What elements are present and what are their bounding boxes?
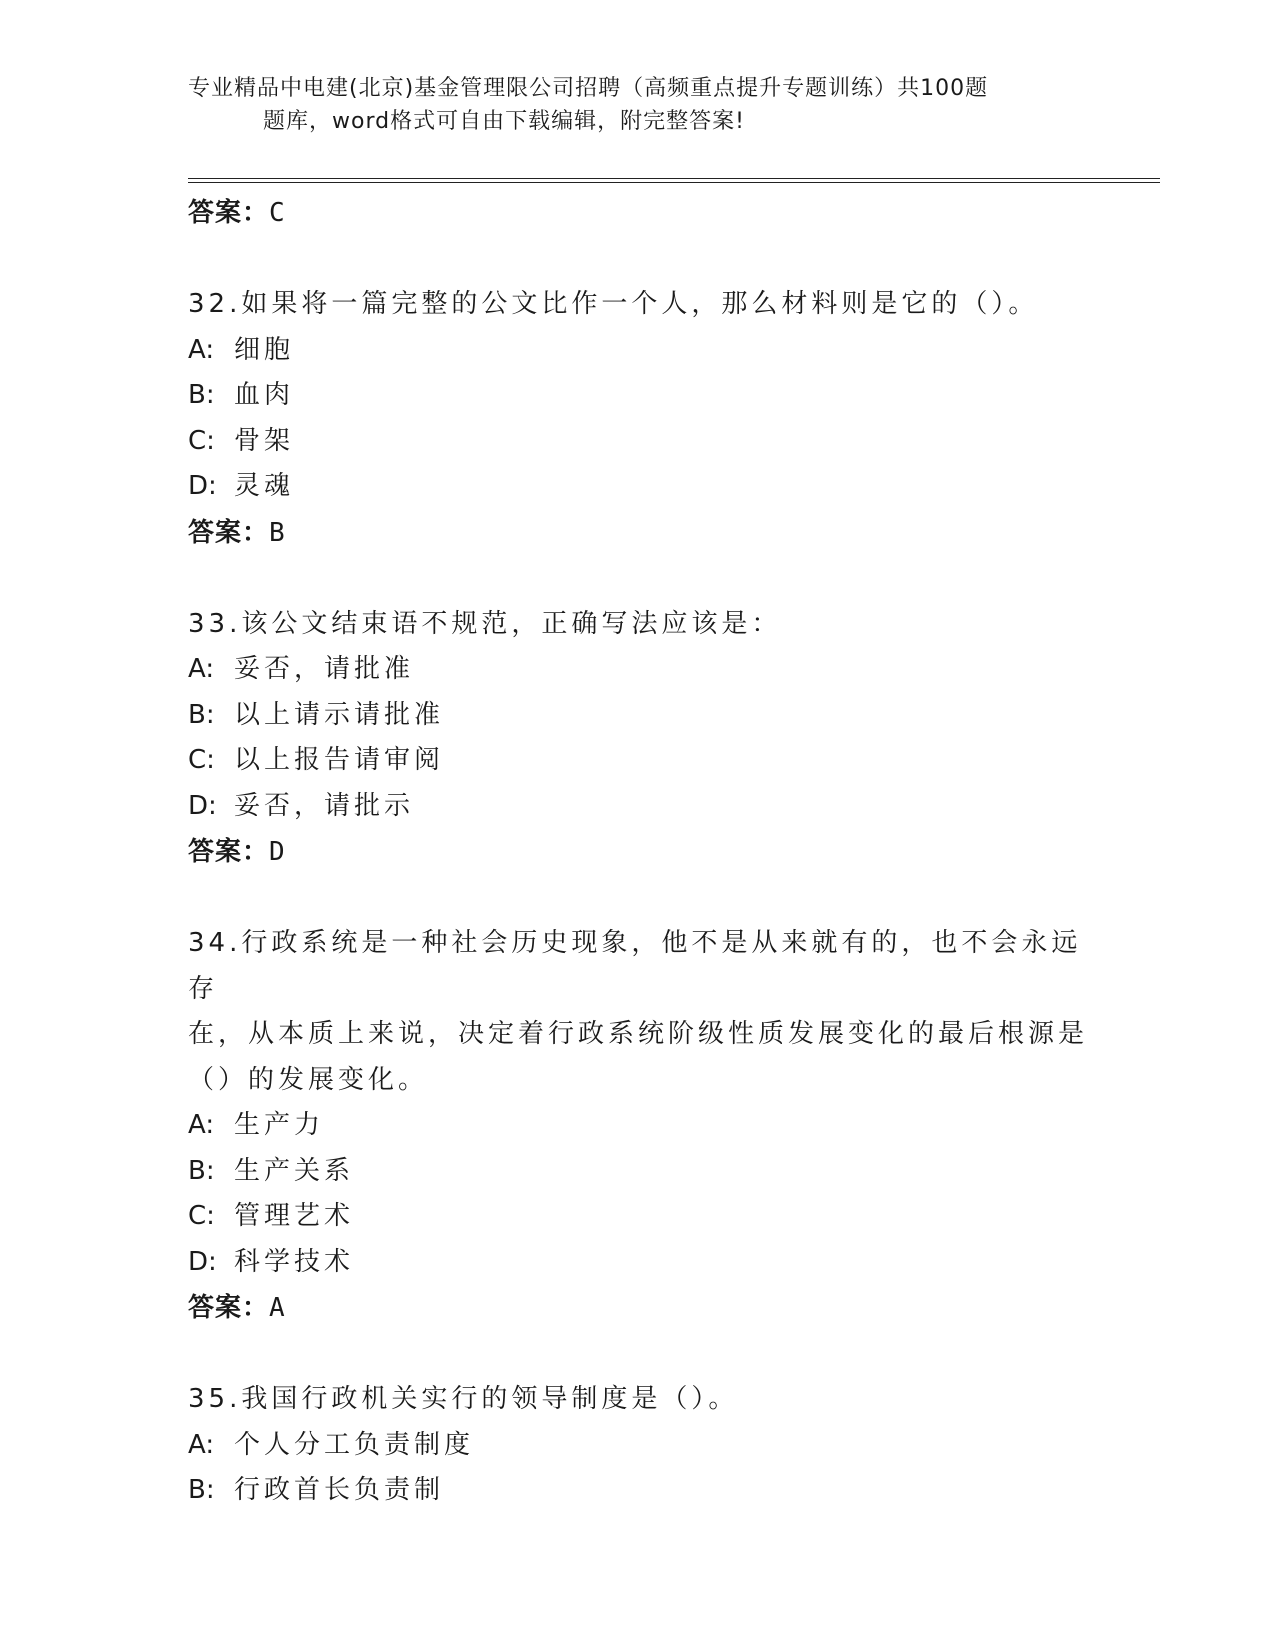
question-block xyxy=(188,282,1088,556)
option-b xyxy=(188,1468,1088,1514)
question-list xyxy=(188,190,1088,1514)
option-a xyxy=(188,328,1088,374)
option-b xyxy=(188,693,1088,739)
page-header xyxy=(188,72,1068,138)
option-key: C: xyxy=(188,425,215,456)
header-title-line-2: 题库，word格式可自由下载编辑，附完整答案! xyxy=(263,109,745,134)
answer-line xyxy=(188,510,1088,556)
option-text: 灵魂 xyxy=(234,471,295,501)
option-b xyxy=(188,373,1088,419)
option-d xyxy=(188,464,1088,510)
option-text: 管理艺术 xyxy=(234,1201,355,1231)
option-text: 生产力 xyxy=(234,1110,325,1140)
option-key: D: xyxy=(188,790,217,821)
answer-label: 答案： xyxy=(188,517,270,548)
question-number: 33. xyxy=(188,608,242,639)
option-text: 科学技术 xyxy=(234,1246,355,1277)
option-key: B: xyxy=(188,380,215,410)
option-d xyxy=(188,784,1088,830)
question-number: 32. xyxy=(188,289,242,319)
question-text: 34.行政系统是一种社会历史现象，他不是从来就有的，也不会永远存 在，从本质上来说，决定着行政系统阶级性质发展变化的最后根源是 （）的发展变化。 xyxy=(188,928,1089,1095)
question-block xyxy=(188,921,1088,1331)
option-key: A: xyxy=(188,1110,215,1140)
question-number: 34. xyxy=(188,928,242,958)
question-text: 32.如果将一篇完整的公文比作一个人，那么材料则是它的（）。 xyxy=(188,289,1039,319)
option-key: D: xyxy=(188,1246,217,1277)
option-text: 血肉 xyxy=(234,380,295,410)
question-block xyxy=(188,1377,1088,1514)
option-key: B: xyxy=(188,699,215,730)
option-key: C: xyxy=(188,1201,215,1231)
option-text: 骨架 xyxy=(234,425,295,456)
option-c xyxy=(188,419,1088,465)
answer-label: 答案： xyxy=(188,837,270,867)
option-c xyxy=(188,1194,1088,1240)
option-a xyxy=(188,1103,1088,1149)
option-key: B: xyxy=(188,1475,215,1505)
answer-value: B xyxy=(269,517,286,548)
option-text: 个人分工负责制度 xyxy=(234,1429,475,1460)
answer-value: A xyxy=(269,1293,286,1323)
option-d xyxy=(188,1240,1088,1286)
option-key: B: xyxy=(188,1155,215,1186)
question-block xyxy=(188,602,1088,876)
question-number: 35. xyxy=(188,1384,242,1414)
question-text: 33.该公文结束语不规范，正确写法应该是： xyxy=(188,608,782,639)
option-c xyxy=(188,738,1088,784)
option-b xyxy=(188,1149,1088,1195)
option-text: 以上报告请审阅 xyxy=(234,745,445,775)
answer-label: 答案： xyxy=(188,198,270,228)
question-text: 35.我国行政机关实行的领导制度是（）。 xyxy=(188,1384,739,1414)
answer-line xyxy=(188,1285,1088,1331)
answer-value: C xyxy=(269,198,286,228)
option-text: 妥否，请批示 xyxy=(234,790,415,821)
header-title-line-1: 专业精品中电建(北京)基金管理限公司招聘（高频重点提升专题训练）共100题 xyxy=(188,76,989,101)
option-a xyxy=(188,1423,1088,1469)
option-text: 以上请示请批准 xyxy=(234,699,445,730)
header-divider xyxy=(188,178,1160,183)
option-text: 妥否，请批准 xyxy=(234,654,415,684)
option-key: A: xyxy=(188,654,215,684)
option-text: 细胞 xyxy=(234,334,295,365)
option-key: A: xyxy=(188,1429,215,1460)
answer-line xyxy=(188,190,1088,236)
option-text: 行政首长负责制 xyxy=(234,1475,445,1505)
answer-line xyxy=(188,829,1088,875)
answer-label: 答案： xyxy=(188,1293,270,1323)
option-text: 生产关系 xyxy=(234,1155,355,1186)
option-key: C: xyxy=(188,745,215,775)
option-a xyxy=(188,647,1088,693)
option-key: D: xyxy=(188,471,217,501)
option-key: A: xyxy=(188,334,215,365)
answer-value: D xyxy=(269,837,286,867)
